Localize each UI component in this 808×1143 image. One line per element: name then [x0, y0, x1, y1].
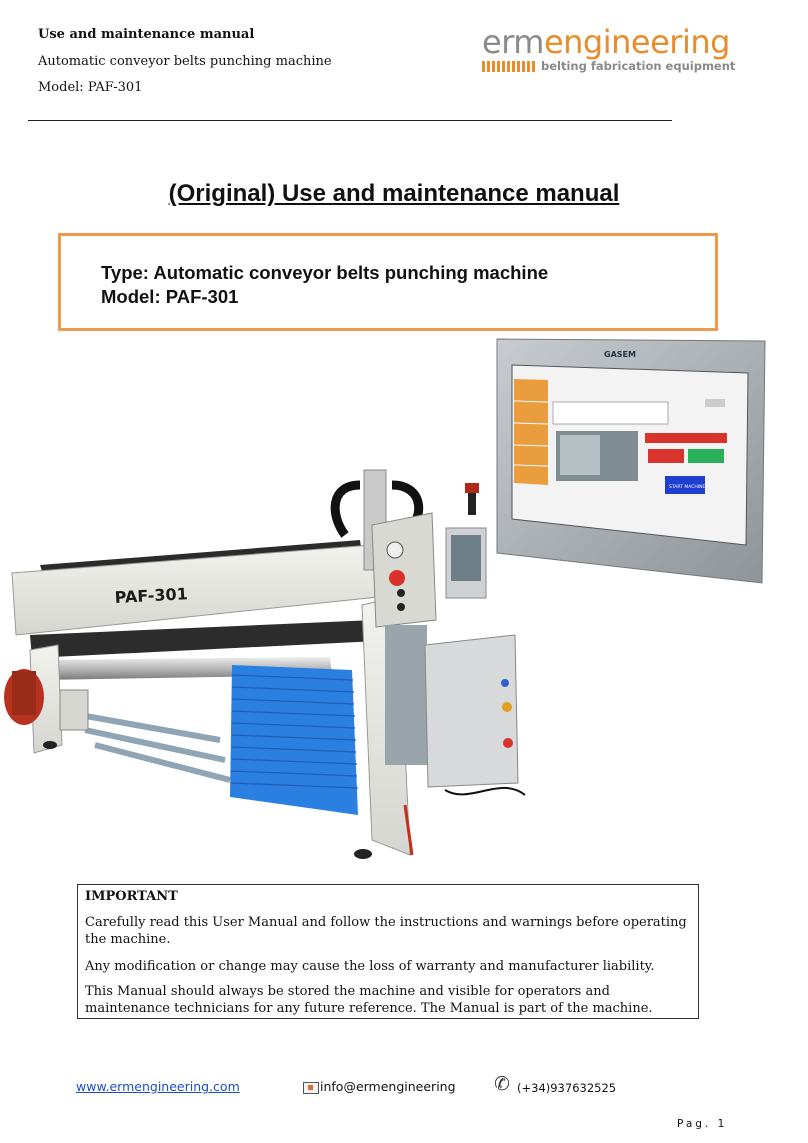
screen-start-button: START MACHINE — [669, 485, 706, 490]
screen-brand: GASEM — [604, 350, 636, 359]
important-paragraph: Carefully read this User Manual and follow the instructions and warnings before operating the machine. — [85, 915, 687, 947]
phone-icon: ✆ — [494, 1073, 510, 1095]
model-line: Model: PAF-301 — [101, 286, 239, 307]
website-link[interactable]: www.ermengineering.com — [76, 1079, 240, 1094]
type-model-box — [58, 233, 718, 331]
email-address: info@ermengineering — [320, 1079, 456, 1094]
header-manual-title: Use and maintenance manual — [38, 27, 255, 42]
phone-number: (+34)937632525 — [517, 1081, 617, 1095]
machine-brand-label: PAF-301 — [114, 584, 189, 607]
type-line: Type: Automatic conveyor belts punching machine — [101, 262, 549, 283]
important-notice — [77, 884, 699, 1019]
header-machine-type: Automatic conveyor belts punching machine — [38, 54, 332, 69]
logo-tagline: belting fabrication equipment — [541, 59, 736, 73]
company-logo — [478, 24, 738, 76]
page-number: Pag. 1 — [677, 1118, 728, 1130]
machine-photo — [0, 335, 790, 875]
logo-wordmark: ermengineering — [482, 23, 730, 61]
header-divider — [28, 120, 672, 121]
document-title: (Original) Use and maintenance manual — [168, 180, 620, 207]
touch-monitor — [497, 339, 765, 583]
important-title: IMPORTANT — [85, 889, 178, 904]
important-paragraph: This Manual should always be stored the machine and visible for operators and maintenance technicians for any future reference. The Manual is part of the machine. — [85, 984, 653, 1016]
important-paragraph: Any modification or change may cause the loss of warranty and manufacturer liability. — [85, 959, 655, 974]
logo-stripes-icon — [482, 61, 538, 72]
header-model: Model: PAF-301 — [38, 80, 143, 95]
mail-icon — [303, 1082, 319, 1094]
